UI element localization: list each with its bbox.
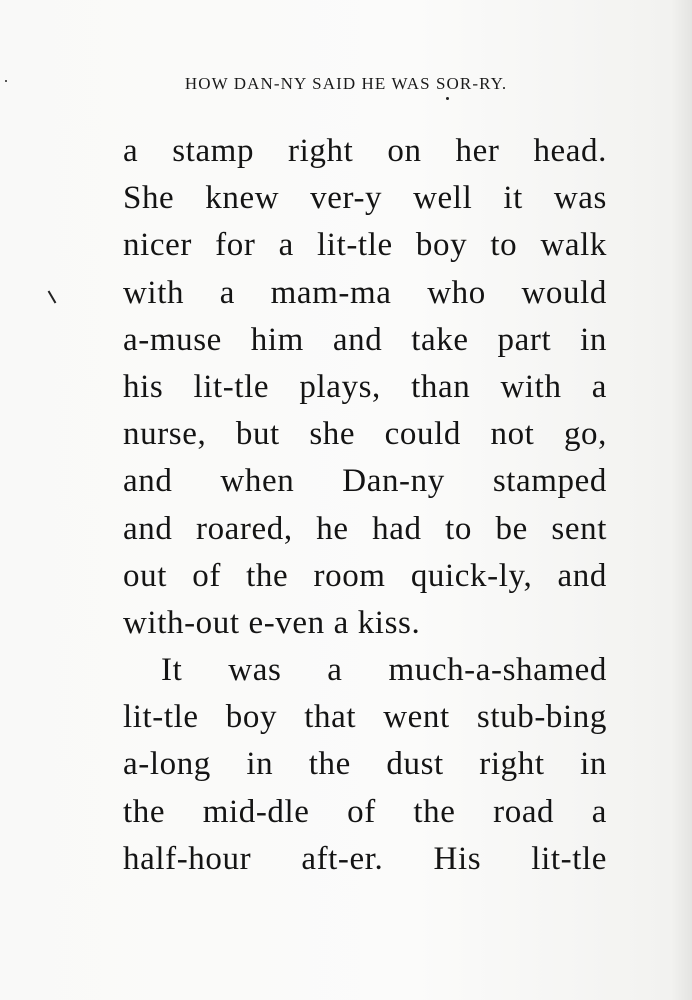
text-line: a-long in the dust right in — [123, 746, 607, 783]
text-line: with a mam-ma who would — [123, 274, 607, 311]
text-line: She knew ver-y well it was — [123, 180, 607, 217]
text-line-paragraph-start: It was a much-a-shamed — [161, 652, 607, 689]
text-line: half-hour aft-er. His lit-tle — [123, 840, 607, 877]
body-text — [123, 128, 607, 883]
ink-speck — [48, 290, 57, 303]
text-line: nicer for a lit-tle boy to walk — [123, 227, 607, 264]
text-line: and when Dan-ny stamped — [123, 463, 607, 500]
text-line: the mid-dle of the road a — [123, 793, 607, 830]
running-head: HOW DAN-NY SAID HE WAS SOR-RY. — [184, 74, 508, 93]
text-line: and roared, he had to be sent — [123, 510, 607, 547]
text-line: out of the room quick-ly, and — [123, 557, 607, 594]
text-line-paragraph-end: with-out e-ven a kiss. — [123, 604, 421, 641]
text-line: nurse, but she could not go, — [123, 416, 607, 453]
text-line: his lit-tle plays, than with a — [123, 368, 607, 405]
ink-speck — [5, 80, 7, 82]
ink-speck — [446, 97, 449, 100]
text-line: a stamp right on her head. — [123, 133, 607, 169]
text-line: a-muse him and take part in — [123, 321, 607, 358]
text-line: lit-tle boy that went stub-bing — [123, 699, 607, 736]
